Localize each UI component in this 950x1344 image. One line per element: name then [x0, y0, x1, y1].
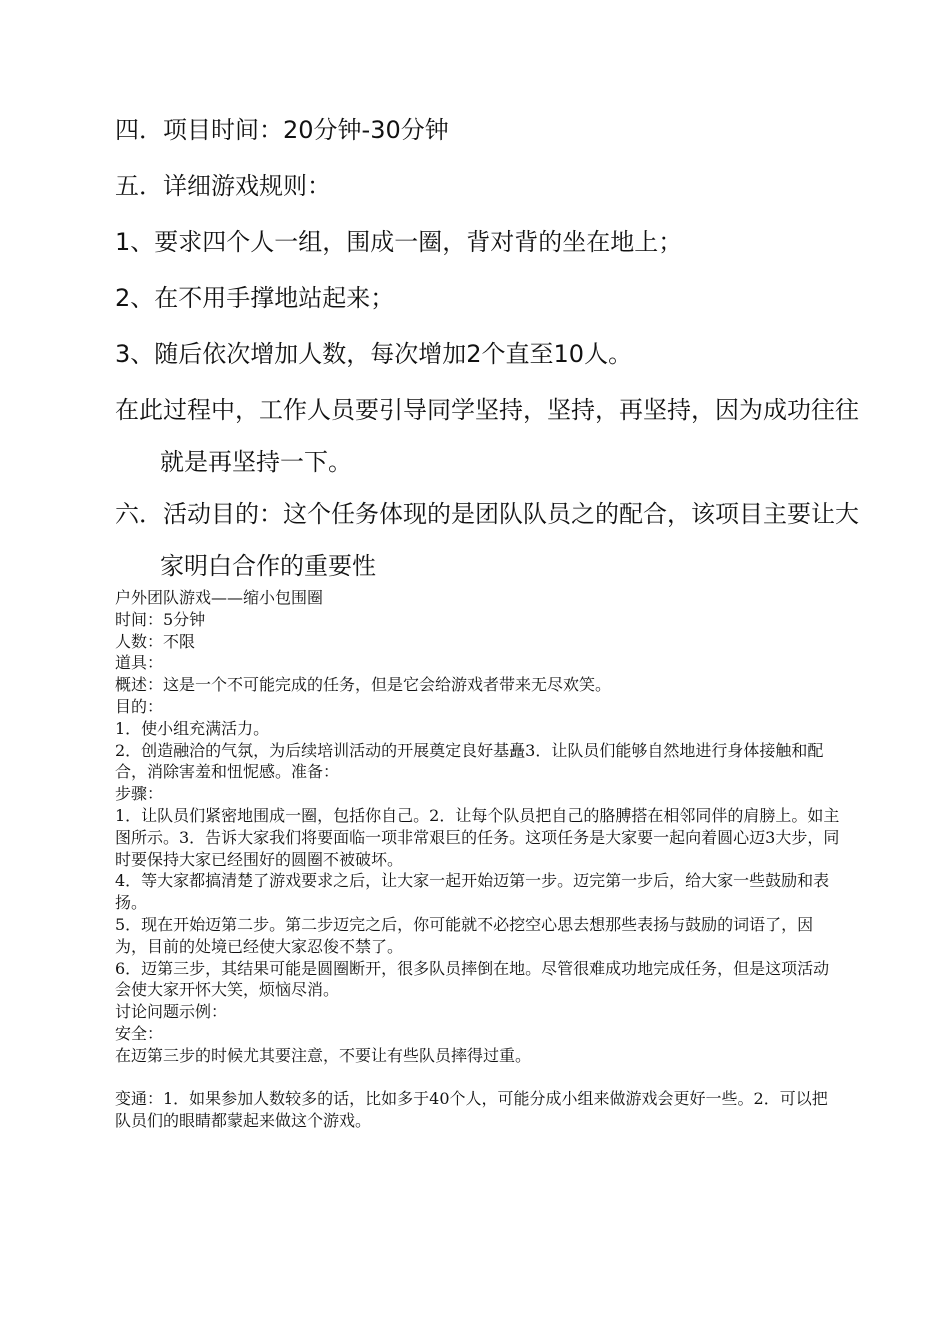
game-title: 户外团队游戏——缩小包围圈	[115, 588, 324, 607]
goal-2: 2．创造融洽的气氛，为后续培训活动的开展奠定良好基矗3．让队员们能够自然地进行身体接触和配合，消除害羞和忸怩感。准备：	[115, 740, 824, 782]
activity-purpose: 六．活动目的：这个任务体现的是团队队员之的配合，该项目主要让大家明白合作的重要性	[115, 500, 859, 580]
safety-heading: 安全：	[115, 1023, 164, 1043]
goal-heading: 目的：	[115, 696, 164, 716]
discussion-heading: 讨论问题示例：	[115, 1002, 228, 1022]
game-props: 道具：	[115, 653, 164, 673]
step-4: 4．等大家都搞清楚了游戏要求之后，让大家一起开始迈第一步。迈完第一步后，给大家一些鼓励和表扬。	[115, 871, 830, 913]
safety-note: 在迈第三步的时候尤其要注意，不要让有些队员摔得过重。	[115, 1045, 532, 1065]
rule-3: 3、随后依次增加人数，每次增加2个直至10人。	[115, 340, 633, 368]
process-note: 在此过程中，工作人员要引导同学坚持，坚持，再坚持，因为成功往往就是再坚持一下。	[115, 396, 859, 476]
rule-1: 1、要求四个人一组，围成一圈，背对背的坐在地上；	[115, 228, 683, 256]
game-overview: 概述：这是一个不可能完成的任务，但是它会给游戏者带来无尽欢笑。	[115, 675, 612, 695]
rule-2: 2、在不用手撑地站起来；	[115, 284, 395, 312]
outdoor-game-section	[115, 587, 843, 1132]
game-time: 时间：5分钟	[115, 609, 206, 629]
rules-heading: 五．详细游戏规则：	[115, 172, 331, 200]
project-time-line: 四．项目时间：20分钟-30分钟	[115, 116, 449, 144]
goal-1: 1．使小组充满活力。	[115, 718, 270, 738]
variations: 变通：1．如果参加人数较多的话，比如多于40个人，可能分成小组来做游戏会更好一些。2．可以把队员们的眼睛都蒙起来做这个游戏。	[115, 1089, 828, 1131]
game-people: 人数：不限	[115, 631, 196, 651]
steps-heading: 步骤：	[115, 784, 164, 804]
blank-line	[115, 1067, 843, 1089]
step-6: 6．迈第三步，其结果可能是圆圈断开，很多队员摔倒在地。尽管很难成功地完成任务，但是这项活动会使大家开怀大笑，烦恼尽消。	[115, 958, 830, 1000]
steps-1-3: 1．让队员们紧密地围成一圈，包括你自己。2．让每个队员把自己的胳膊搭在相邻同伴的肩膀上。如主图所示。3．告诉大家我们将要面临一项非常艰巨的任务。这项任务是大家要一起向着圆心迈3大步，同时要保持大家已经围好的圆圈不被破坏。	[115, 805, 840, 869]
step-5: 5．现在开始迈第二步。第二步迈完之后，你可能就不必挖空心思去想那些表扬与鼓励的词语了，因为，目前的处境已经使大家忍俊不禁了。	[115, 914, 814, 956]
